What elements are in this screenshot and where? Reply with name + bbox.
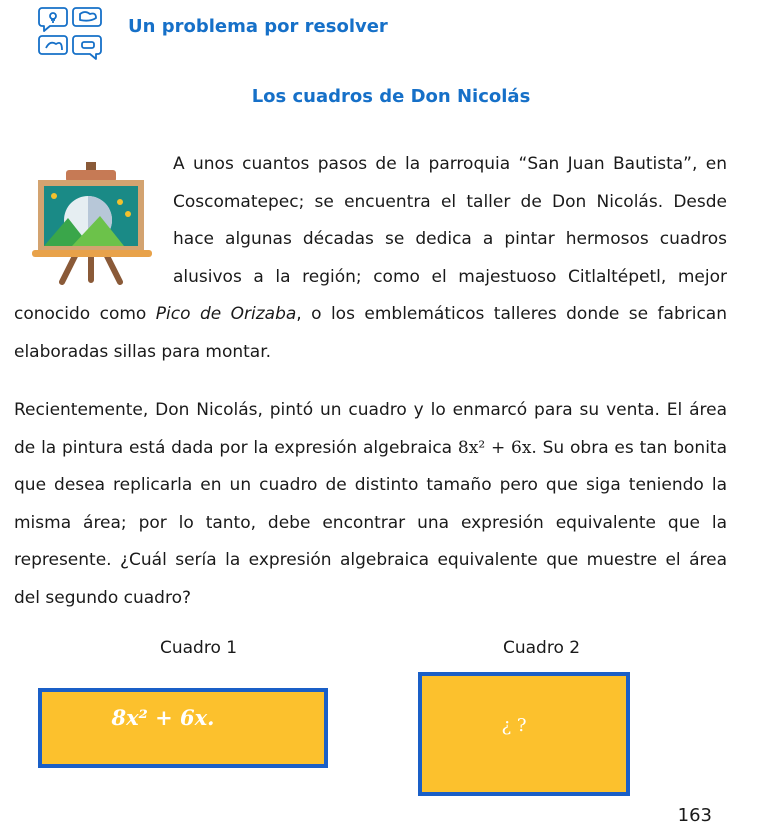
- algebraic-expression: 8x² + 6x.: [457, 437, 537, 458]
- text-line: Recientemente, Don Nicolás, pintó un cuadro y lo enmarcó para su venta. El área: [14, 400, 727, 420]
- cuadro-2-caption: Cuadro 2: [503, 638, 581, 658]
- text-line: [14, 296, 727, 334]
- text-fragment: de la pintura está dada por la expresión algebraica: [14, 437, 458, 458]
- cuadro-1-caption: Cuadro 1: [160, 638, 238, 658]
- story-title: Los cuadros de Don Nicolás: [251, 86, 531, 107]
- text-fragment: Su obra es tan bonita: [536, 437, 728, 458]
- text-fragment: , o los emblemáticos talleres donde se fabrican: [296, 304, 727, 324]
- text-line: Coscomatepec; se encuentra el taller de Don Nicolás. Desde: [173, 191, 727, 212]
- text-line: alusivos a la región; como el majestuoso Citlaltépetl, mejor: [173, 266, 727, 287]
- chat-bubbles-icon: [36, 4, 106, 60]
- section-title: Un problema por resolver: [128, 16, 388, 37]
- italic-place-name: Pico de Orizaba: [155, 304, 297, 324]
- cuadro-2-unknown: ¿ ?: [501, 714, 527, 736]
- story-paragraph-1-continued: [14, 296, 727, 371]
- page-number: 163: [677, 805, 712, 826]
- story-paragraph-2: [14, 392, 727, 617]
- text-line: misma área; por lo tanto, debe encontrar una expresión equivalente que la: [14, 512, 727, 533]
- text-line: hace algunas décadas se dedica a pintar hermosos cuadros: [173, 229, 727, 249]
- cuadro-1-expression: 8x² + 6x.: [111, 704, 215, 730]
- cuadro-1-painting: [38, 688, 328, 768]
- text-line: que desea replicarla en un cuadro de distinto tamaño pero que siga teniendo la: [14, 475, 727, 495]
- cuadro-2-painting: [418, 672, 630, 796]
- text-line: A unos cuantos pasos de la parroquia “San Juan Bautista”, en: [173, 154, 727, 174]
- text-line: del segundo cuadro?: [14, 587, 191, 608]
- story-paragraph-1: [173, 146, 727, 296]
- text-line: [14, 430, 727, 468]
- text-fragment: conocido como: [14, 304, 156, 324]
- text-line: represente. ¿Cuál sería la expresión algebraica equivalente que muestre el área: [14, 550, 727, 570]
- text-line: elaboradas sillas para montar.: [14, 341, 272, 362]
- easel-painting-icon: [28, 158, 156, 286]
